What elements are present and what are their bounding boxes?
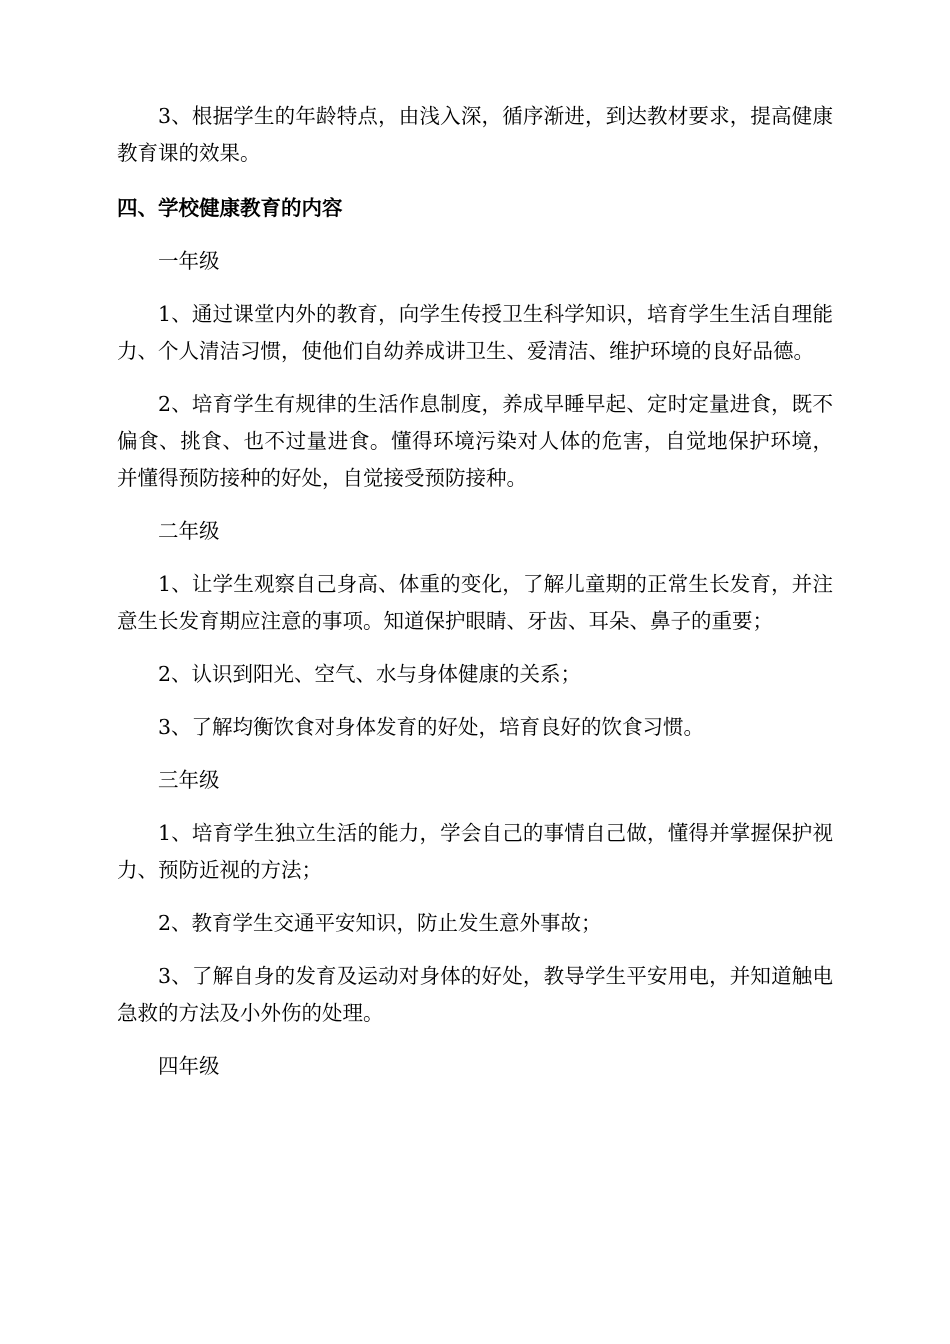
paragraph-intro-3: 3、根据学生的年龄特点，由浅入深，循序渐进，到达教材要求，提高健康教育课的效果。 bbox=[117, 104, 833, 165]
grade-3-item-2: 2、教育学生交通平安知识，防止发生意外事故； bbox=[158, 911, 602, 935]
grade-3-title: 三年级 bbox=[158, 768, 220, 792]
grade-4-title: 四年级 bbox=[158, 1054, 220, 1078]
grade-2-item-2: 2、认识到阳光、空气、水与身体健康的关系； bbox=[158, 662, 582, 686]
grade-2-item-1: 1、让学生观察自己身高、体重的变化，了解儿童期的正常生长发育，并注意生长发育期应注意的事项。知道保护眼睛、牙齿、耳朵、鼻子的重要； bbox=[117, 572, 833, 633]
grade-2-title: 二年级 bbox=[158, 519, 220, 543]
grade-1-item-2: 2、培育学生有规律的生活作息制度，养成早睡早起、定时定量进食，既不偏食、挑食、也不过量进食。懂得环境污染对人体的危害，自觉地保护环境，并懂得预防接种的好处，自觉接受预防接种。 bbox=[117, 392, 833, 490]
document-page bbox=[117, 98, 833, 1085]
grade-1-item-1: 1、通过课堂内外的教育，向学生传授卫生科学知识，培育学生生活自理能力、个人清洁习惯，使他们自幼养成讲卫生、爱清洁、维护环境的良好品德。 bbox=[117, 302, 833, 363]
grade-3-item-1: 1、培育学生独立生活的能力，学会自己的事情自己做，懂得并掌握保护视力、预防近视的方法； bbox=[117, 821, 833, 882]
grade-1-title: 一年级 bbox=[158, 249, 220, 273]
section-heading: 四、学校健康教育的内容 bbox=[117, 196, 343, 220]
grade-3-item-3: 3、了解自身的发育及运动对身体的好处，教导学生平安用电，并知道触电急救的方法及小外伤的处理。 bbox=[117, 964, 833, 1025]
grade-2-item-3: 3、了解均衡饮食对身体发育的好处，培育良好的饮食习惯。 bbox=[158, 715, 705, 739]
